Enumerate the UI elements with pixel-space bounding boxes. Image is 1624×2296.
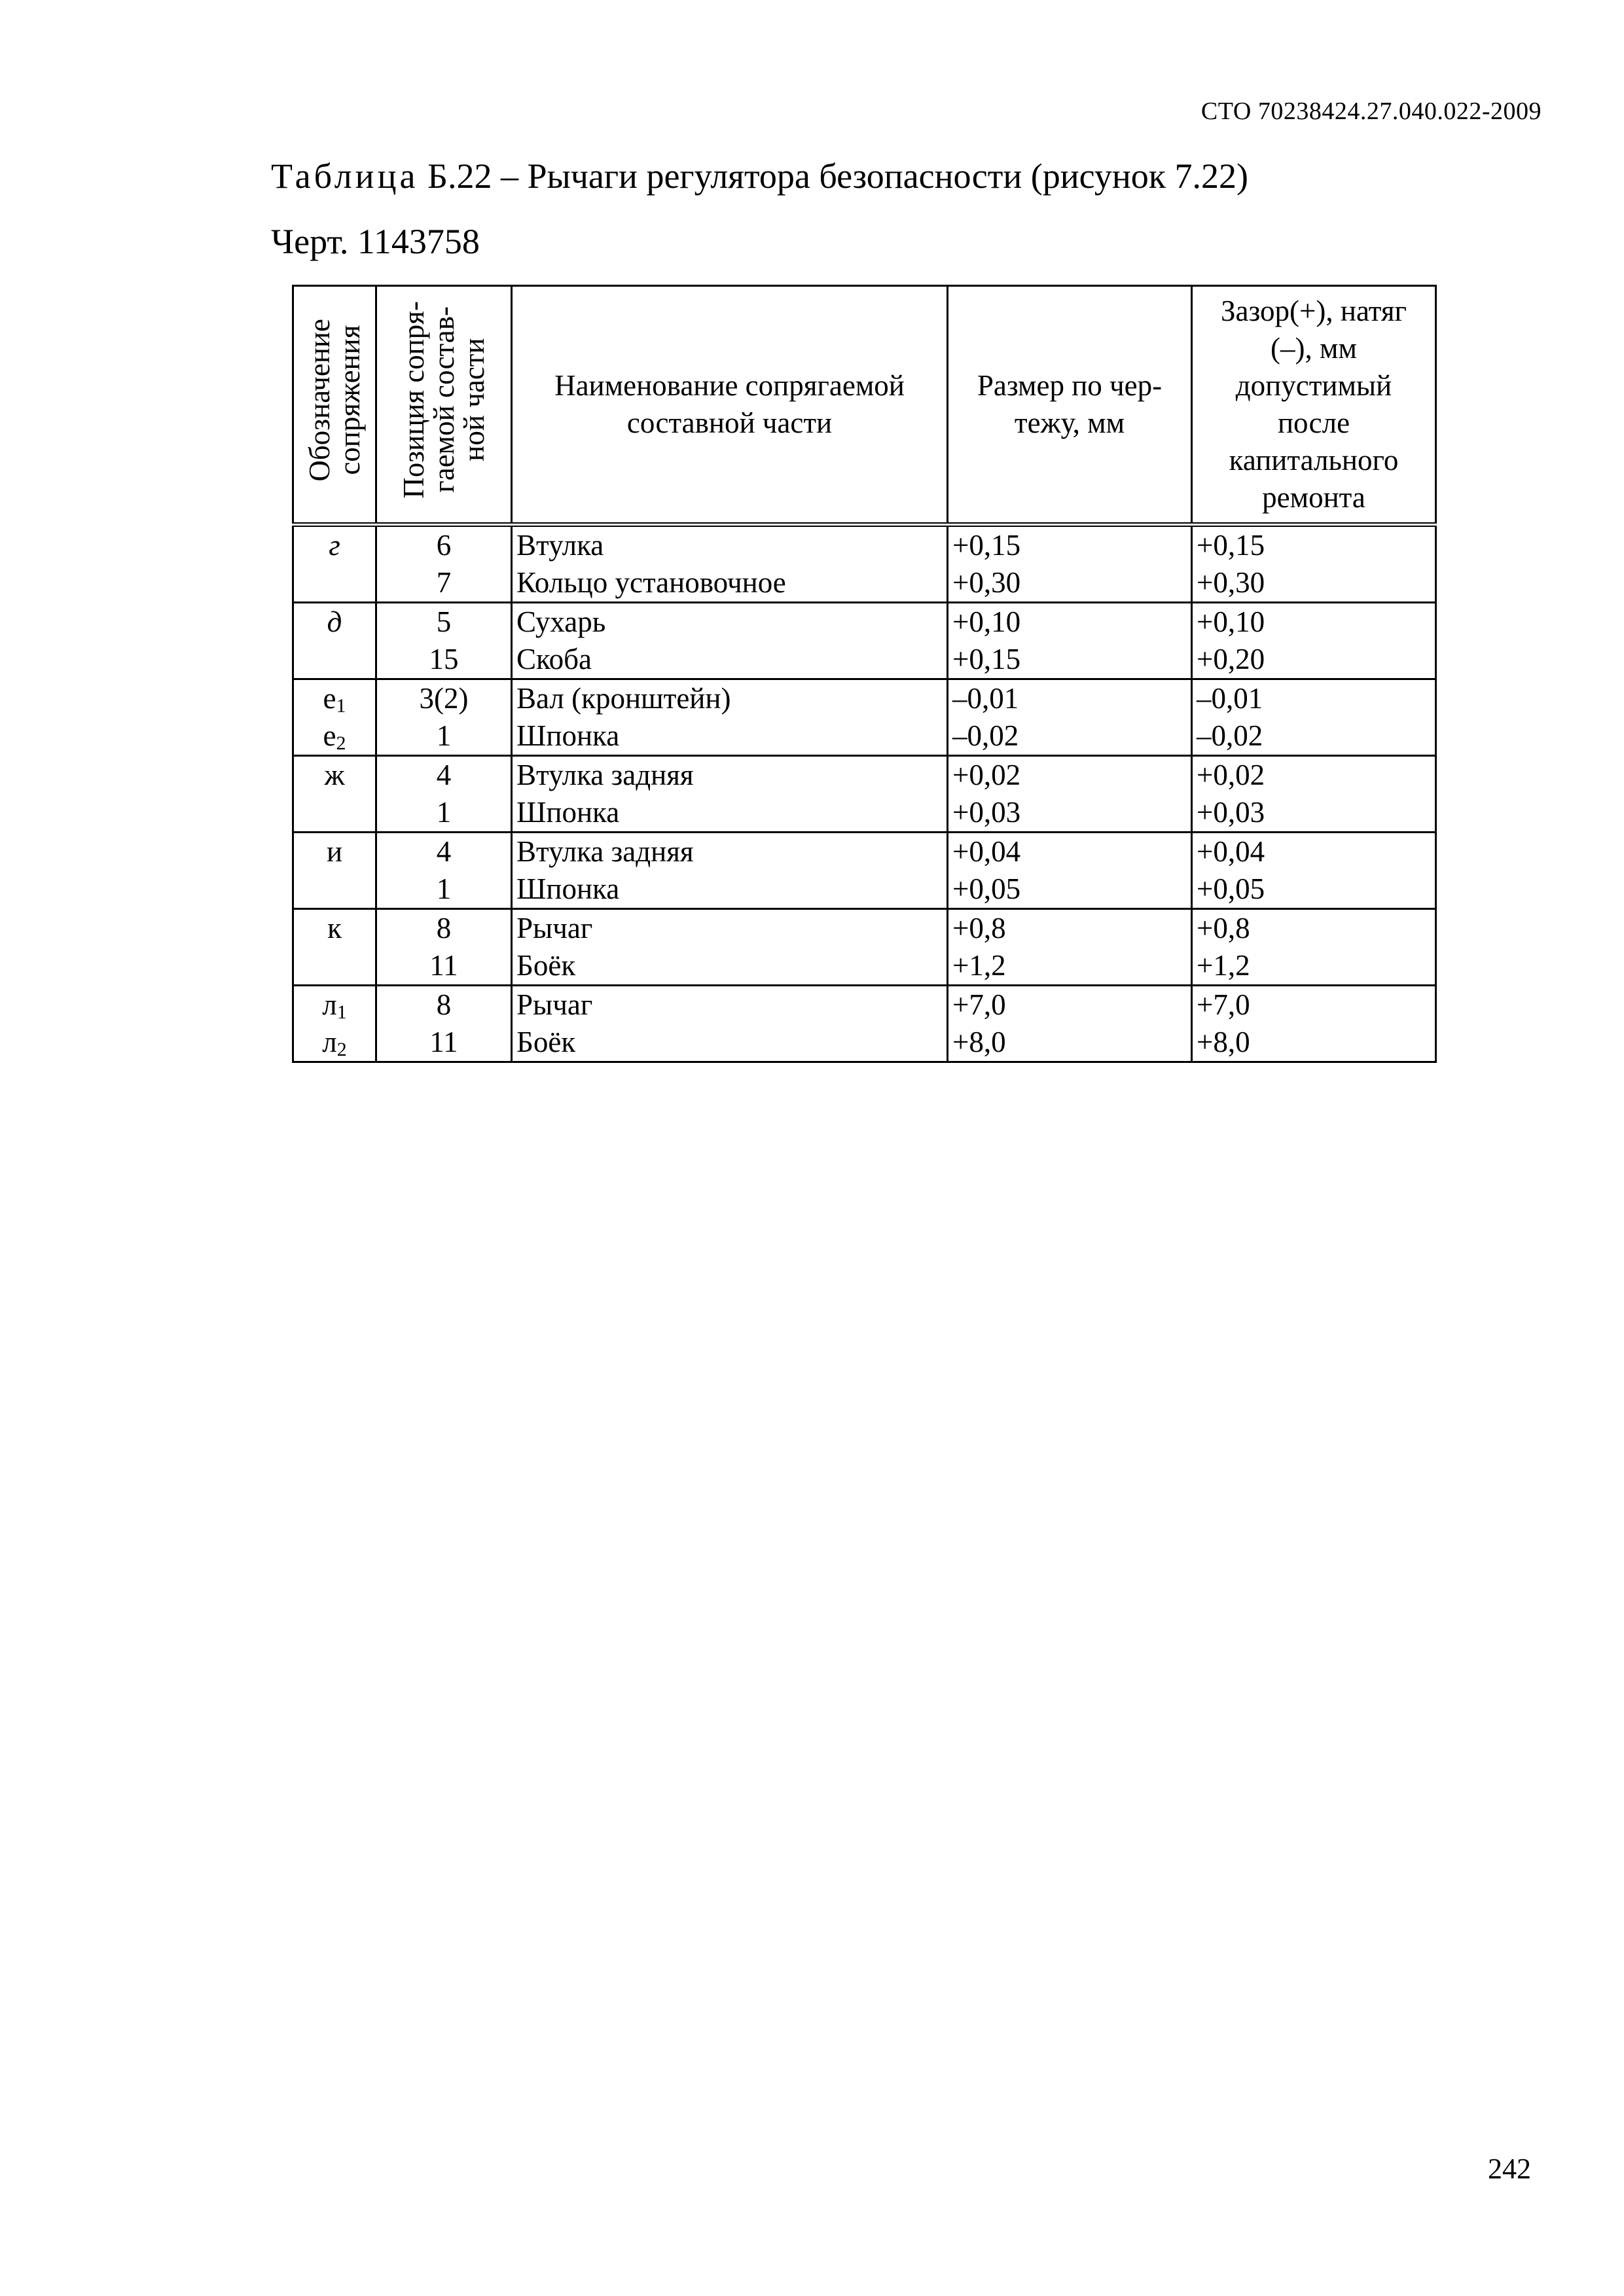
cell-mate-mark [293, 794, 376, 833]
table-row [293, 679, 1436, 718]
column-header-line: Обозначение [303, 318, 336, 482]
cell-drawing-size: +0,15 [948, 525, 1192, 565]
mate-mark-letter: е [323, 719, 336, 752]
page-number: 242 [1488, 2153, 1531, 2185]
cell-allowed-gap: +0,15 [1192, 525, 1436, 565]
cell-position: 4 [376, 756, 512, 795]
column-header-line: гаемой состав- [427, 306, 460, 493]
table-row [293, 1024, 1436, 1062]
table-row [293, 794, 1436, 833]
cell-part-name: Втулка [512, 525, 948, 565]
cell-drawing-size: +8,0 [948, 1024, 1192, 1062]
table-row [293, 756, 1436, 795]
table-row [293, 947, 1436, 986]
cell-part-name: Шпонка [512, 870, 948, 909]
cell-mate-mark [293, 833, 376, 871]
cell-allowed-gap: +0,05 [1192, 870, 1436, 909]
column-header-line: сопряжения [333, 325, 366, 475]
table-row [293, 641, 1436, 679]
cell-mate-mark [293, 717, 376, 756]
table-row [293, 986, 1436, 1024]
cell-part-name: Сухарь [512, 603, 948, 641]
cell-drawing-size: +0,15 [948, 641, 1192, 679]
cell-drawing-size: +0,02 [948, 756, 1192, 795]
drawing-number: Черт. 1143758 [271, 222, 480, 261]
cell-allowed-gap: –0,02 [1192, 717, 1436, 756]
cell-allowed-gap: +7,0 [1192, 986, 1436, 1024]
cell-part-name: Рычаг [512, 909, 948, 948]
cell-mate-mark [293, 679, 376, 718]
cell-mate-mark [293, 564, 376, 603]
cell-part-name: Боёк [512, 947, 948, 986]
column-header-part-name: Наименование сопрягаемой составной части [512, 286, 948, 525]
cell-allowed-gap: –0,01 [1192, 679, 1436, 718]
cell-mate-mark [293, 603, 376, 641]
cell-mate-mark [293, 641, 376, 679]
column-header-line: Позиция сопря- [397, 301, 430, 499]
mate-mark-letter: и [326, 835, 343, 868]
cell-position: 15 [376, 641, 512, 679]
mate-mark-letter: е [323, 682, 336, 715]
table-row [293, 833, 1436, 871]
table-title-text: Б.22 – Рычаги регулятора безопасности (рисунок 7.22) [418, 156, 1249, 196]
column-header-drawing-size: Размер по чер-тежу, мм [948, 286, 1192, 525]
cell-part-name: Скоба [512, 641, 948, 679]
cell-drawing-size: –0,02 [948, 717, 1192, 756]
mate-mark-letter: д [327, 605, 342, 638]
cell-position: 1 [376, 717, 512, 756]
cell-drawing-size: +0,04 [948, 833, 1192, 871]
mate-mark-letter: к [327, 912, 342, 944]
mate-mark-letter: л [322, 1026, 337, 1058]
cell-position: 7 [376, 564, 512, 603]
cell-allowed-gap: +0,10 [1192, 603, 1436, 641]
table-row [293, 870, 1436, 909]
mate-mark-index: 2 [336, 1039, 347, 1060]
cell-position: 6 [376, 525, 512, 565]
cell-allowed-gap: +0,02 [1192, 756, 1436, 795]
column-header-line: ной части [458, 338, 490, 462]
cell-allowed-gap: +1,2 [1192, 947, 1436, 986]
table-header-row [293, 286, 1436, 525]
mate-mark-index: 2 [336, 732, 346, 754]
cell-position: 11 [376, 1024, 512, 1062]
cell-part-name: Вал (кронштейн) [512, 679, 948, 718]
table-row [293, 717, 1436, 756]
cell-position: 5 [376, 603, 512, 641]
cell-allowed-gap: +0,20 [1192, 641, 1436, 679]
mate-mark-letter: ж [324, 759, 345, 791]
cell-allowed-gap: +8,0 [1192, 1024, 1436, 1062]
cell-position: 1 [376, 870, 512, 909]
cell-position: 11 [376, 947, 512, 986]
table-row [293, 603, 1436, 641]
mate-mark-letter: л [322, 988, 337, 1021]
cell-position: 8 [376, 986, 512, 1024]
cell-position: 4 [376, 833, 512, 871]
cell-drawing-size: –0,01 [948, 679, 1192, 718]
cell-drawing-size: +0,8 [948, 909, 1192, 948]
cell-position: 8 [376, 909, 512, 948]
column-header-allowed-gap: Зазор(+), натяг (–), мм допустимый после капитального ремонта [1192, 286, 1436, 525]
cell-mate-mark [293, 1024, 376, 1062]
cell-part-name: Боёк [512, 1024, 948, 1062]
cell-mate-mark [293, 870, 376, 909]
cell-allowed-gap: +0,30 [1192, 564, 1436, 603]
column-header-mate-mark [293, 286, 376, 525]
cell-mate-mark [293, 947, 376, 986]
table-row [293, 564, 1436, 603]
cell-drawing-size: +0,30 [948, 564, 1192, 603]
cell-drawing-size: +1,2 [948, 947, 1192, 986]
cell-allowed-gap: +0,03 [1192, 794, 1436, 833]
cell-mate-mark [293, 756, 376, 795]
cell-drawing-size: +0,05 [948, 870, 1192, 909]
cell-part-name: Кольцо установочное [512, 564, 948, 603]
table-body [293, 525, 1436, 1062]
cell-part-name: Рычаг [512, 986, 948, 1024]
cell-part-name: Шпонка [512, 717, 948, 756]
table-title [271, 156, 1248, 196]
cell-mate-mark [293, 986, 376, 1024]
table-title-label: Таблица [271, 156, 419, 196]
table-row [293, 525, 1436, 565]
mates-table [292, 285, 1437, 1063]
table-row [293, 909, 1436, 948]
cell-part-name: Втулка задняя [512, 756, 948, 795]
cell-mate-mark [293, 909, 376, 948]
cell-allowed-gap: +0,8 [1192, 909, 1436, 948]
cell-part-name: Шпонка [512, 794, 948, 833]
cell-drawing-size: +7,0 [948, 986, 1192, 1024]
column-header-position [376, 286, 512, 525]
cell-drawing-size: +0,10 [948, 603, 1192, 641]
cell-drawing-size: +0,03 [948, 794, 1192, 833]
cell-mate-mark [293, 525, 376, 565]
document-code: СТО 70238424.27.040.022-2009 [1200, 98, 1542, 125]
mate-mark-letter: г [329, 529, 340, 562]
cell-part-name: Втулка задняя [512, 833, 948, 871]
mate-mark-index: 1 [336, 695, 346, 717]
cell-position: 1 [376, 794, 512, 833]
cell-allowed-gap: +0,04 [1192, 833, 1436, 871]
mate-mark-index: 1 [336, 1001, 347, 1023]
cell-position: 3(2) [376, 679, 512, 718]
